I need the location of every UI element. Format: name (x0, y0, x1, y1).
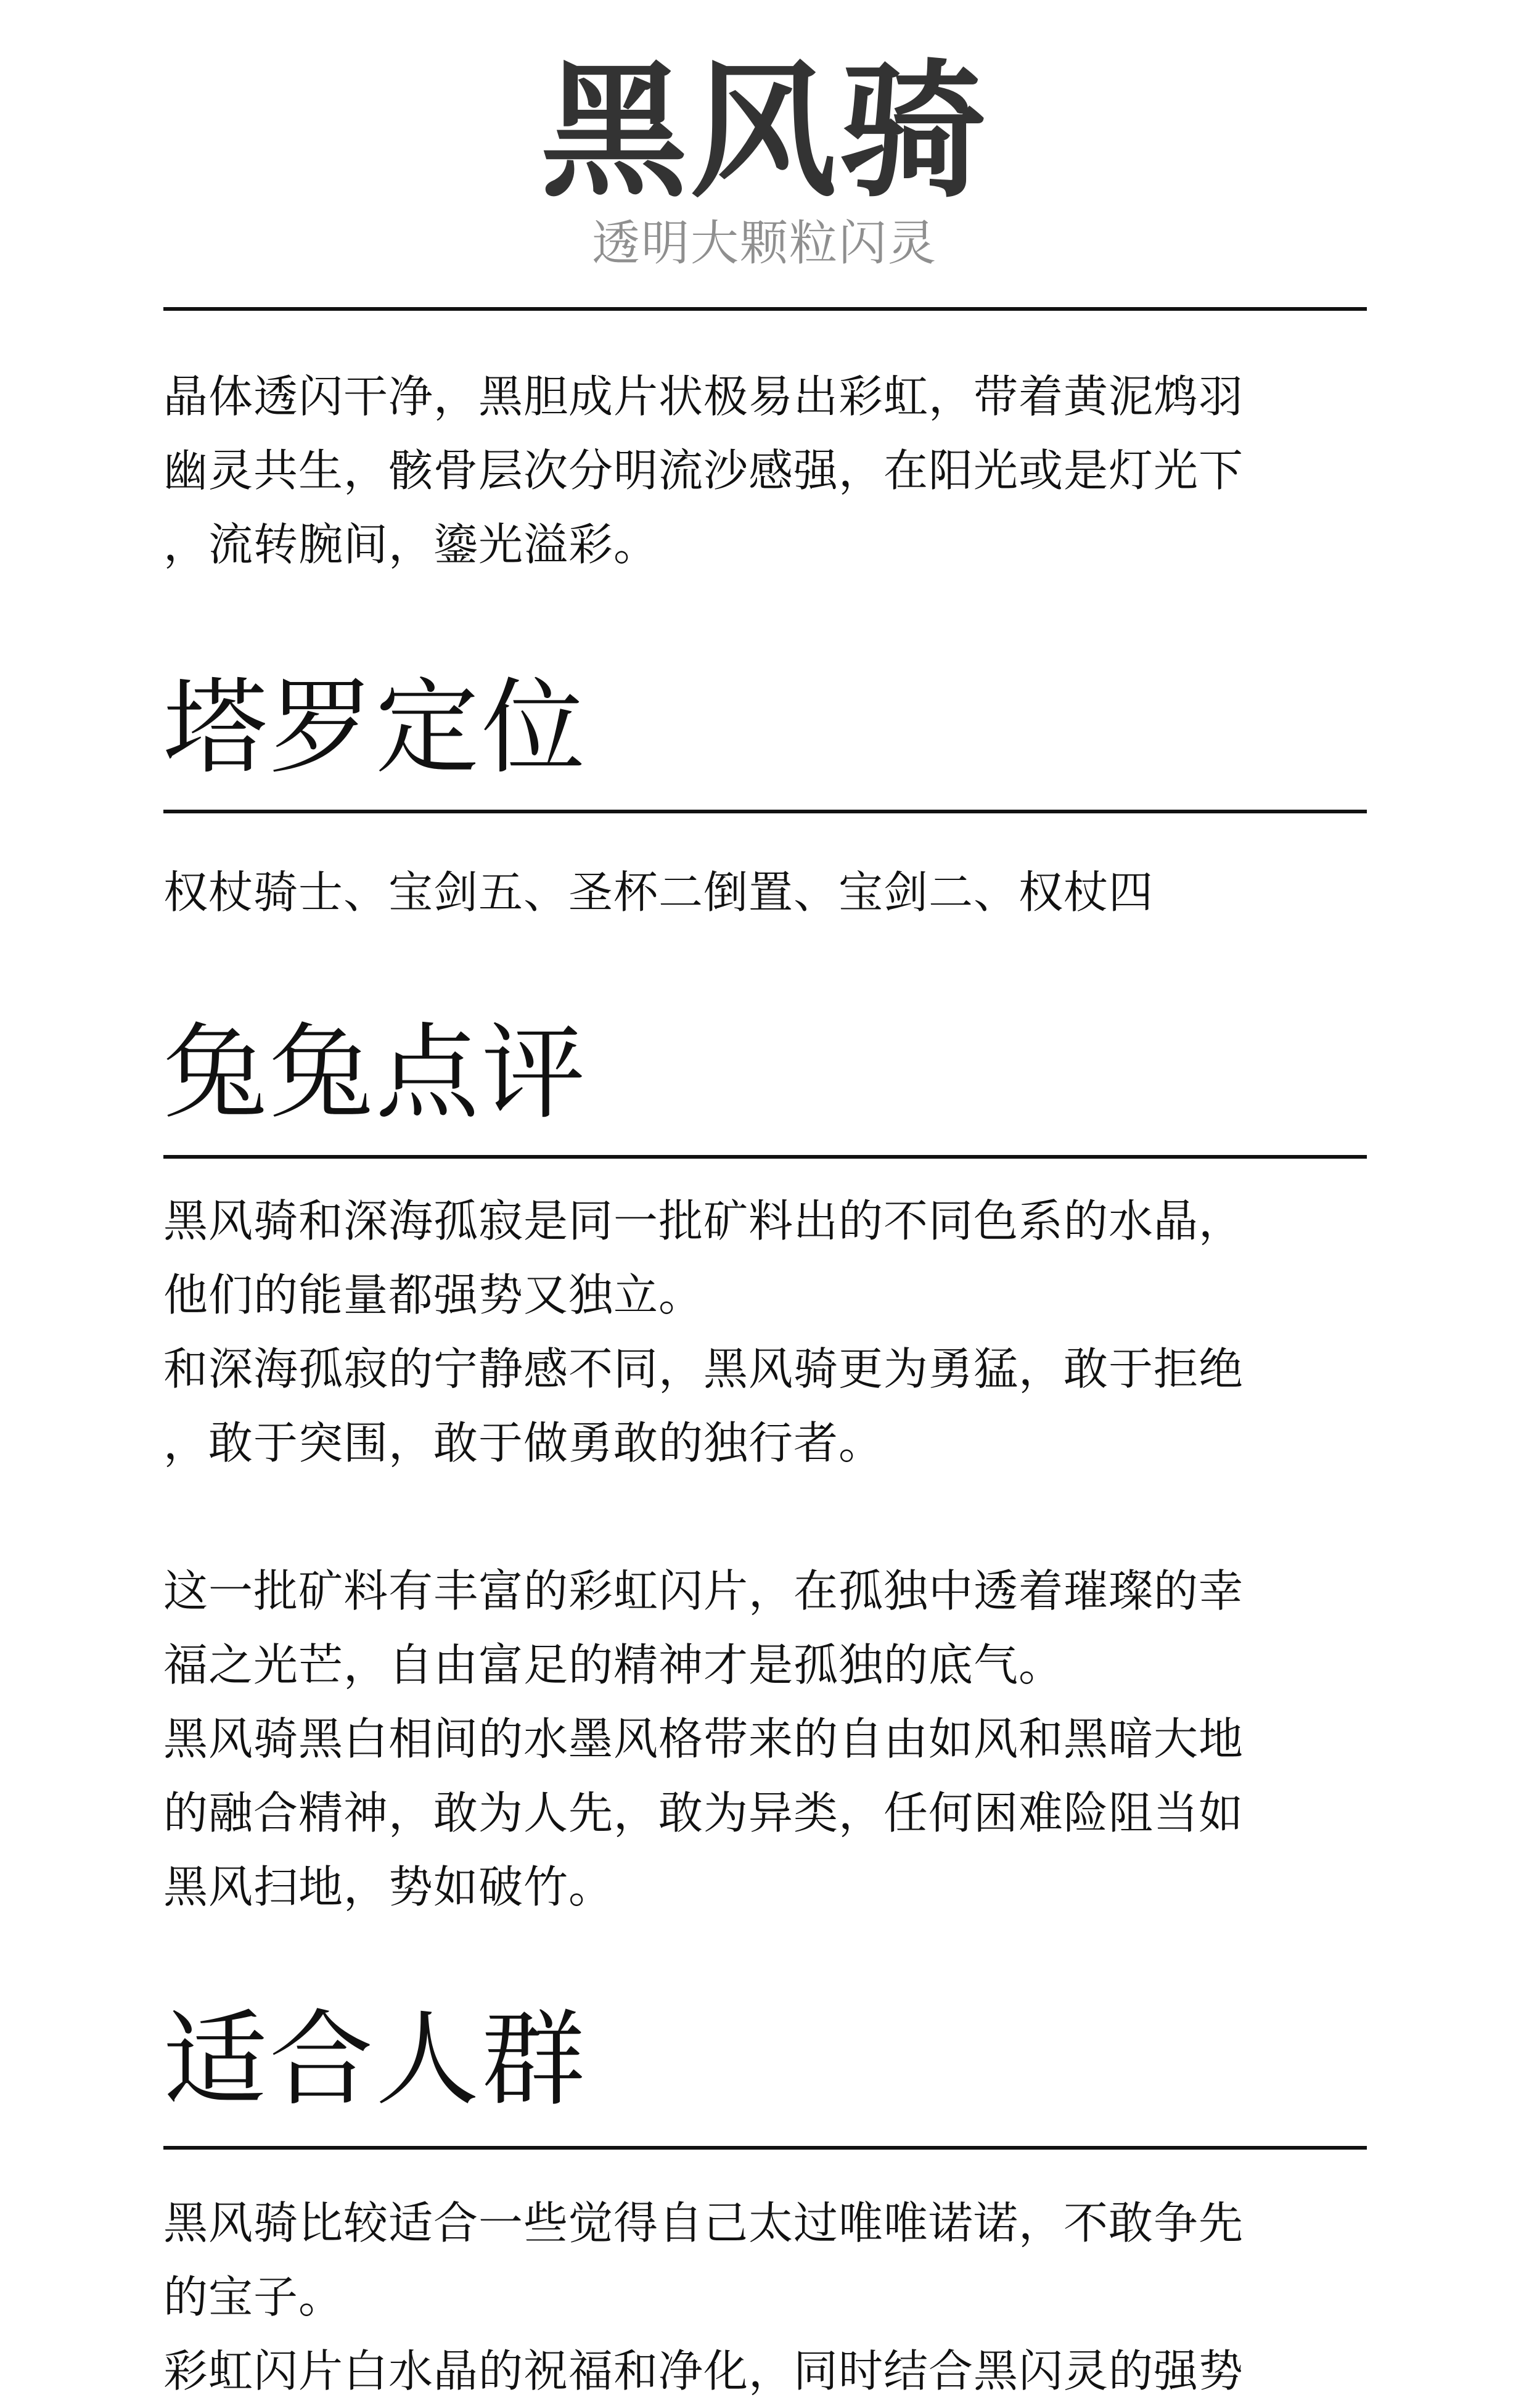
review-line: 的融合精神，敢为人先，敢为异类，任何困难险阻当如 (163, 1787, 1244, 1839)
review-line: 和深海孤寂的宁静感不同，黑风骑更为勇猛，敢于拒绝 (163, 1343, 1244, 1395)
title-divider (163, 307, 1367, 311)
intro-line: 晶体透闪干净，黑胆成片状极易出彩虹，带着黄泥鸩羽 (163, 371, 1244, 422)
audience-heading: 适合人群 (163, 1999, 588, 2120)
audience-line: 的宝子。 (163, 2271, 344, 2323)
review-paragraph-2 (163, 1554, 1372, 1924)
review-line: 他们的能量都强势又独立。 (163, 1269, 704, 1321)
page-title: 黑风骑 (541, 47, 988, 218)
review-line: 这一批矿料有丰富的彩虹闪片，在孤独中透着璀璨的幸 (163, 1565, 1244, 1617)
intro-line: 幽灵共生，骸骨层次分明流沙感强，在阳光或是灯光下 (163, 445, 1244, 496)
review-heading: 兔兔点评 (163, 1013, 588, 1133)
review-line: 福之光芒，自由富足的精神才是孤独的底气。 (163, 1639, 1064, 1691)
review-line: 黑风骑和深海孤寂是同一批矿料出的不同色系的水晶， (163, 1195, 1244, 1247)
tarot-heading: 塔罗定位 (163, 667, 588, 788)
audience-divider (163, 2146, 1367, 2150)
tarot-paragraph (163, 855, 1372, 929)
review-divider (163, 1155, 1367, 1159)
review-line: 黑风扫地，势如破竹。 (163, 1861, 614, 1913)
page-subtitle: 透明大颗粒闪灵 (591, 216, 937, 271)
audience-paragraph (163, 2186, 1372, 2408)
intro-line: ，流转腕间，鎏光溢彩。 (163, 519, 659, 570)
audience-line: 黑风骑比较适合一些觉得自己太过唯唯诺诺，不敢争先 (163, 2197, 1244, 2249)
review-line: 黑风骑黑白相间的水墨风格带来的自由如风和黑暗大地 (163, 1713, 1244, 1765)
tarot-divider (163, 810, 1367, 813)
review-line: ，敢于突围，敢于做勇敢的独行者。 (163, 1417, 884, 1469)
intro-paragraph (163, 360, 1372, 581)
review-paragraph-1 (163, 1184, 1372, 1480)
tarot-line: 权杖骑士、宝剑五、圣杯二倒置、宝剑二、权杖四 (163, 866, 1154, 918)
audience-line: 彩虹闪片白水晶的祝福和净化，同时结合黑闪灵的强势 (163, 2345, 1244, 2397)
